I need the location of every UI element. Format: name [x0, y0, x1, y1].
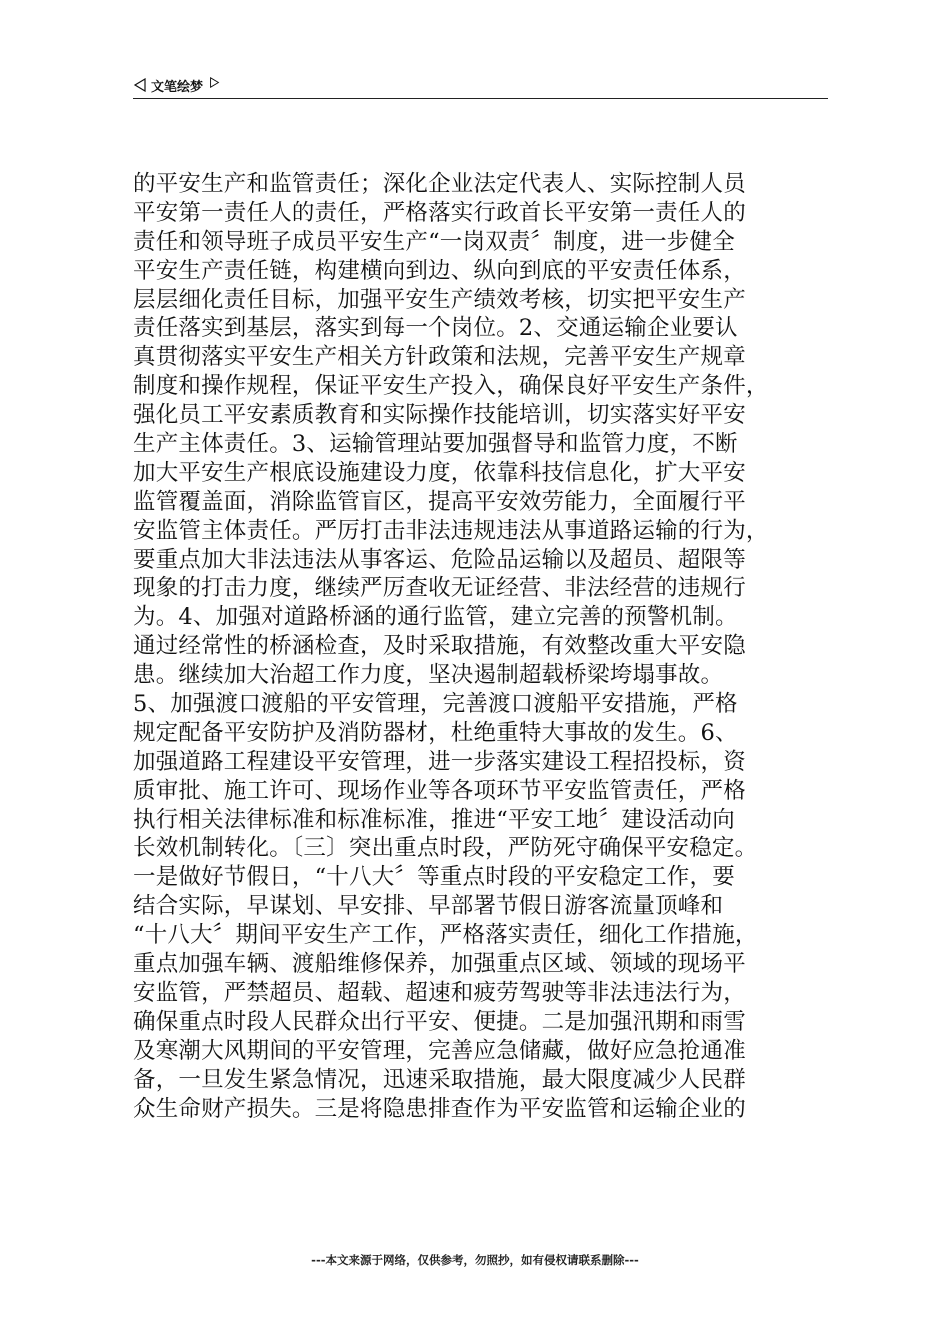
body-line: 强化员工平安素质教育和实际操作技能培训，切实落实好平安: [133, 402, 746, 429]
body-line: 重点加强车辆、渡船维修保养，加强重点区域、领域的现场平: [133, 951, 746, 978]
triangle-left-icon: [133, 78, 147, 92]
body-line: 加大平安生产根底设施建设力度，依靠科技信息化，扩大平安: [133, 459, 746, 486]
body-line: 层层细化责任目标，加强平安生产绩效考核，切实把平安生产: [133, 286, 746, 313]
body-line: 真贯彻落实平安生产相关方针政策和法规，完善平安生产规章: [133, 344, 746, 371]
body-line: 责任落实到基层，落实到每一个岗位。2、交通运输企业要认: [133, 315, 738, 342]
body-text: [133, 170, 833, 1123]
body-line: 要重点加大非法违法从事客运、危险品运输以及超员、超限等: [133, 546, 746, 573]
body-line: 众生命财产损失。三是将隐患排查作为平安监管和运输企业的: [133, 1095, 746, 1122]
triangle-right-icon: [209, 77, 220, 88]
header-divider: [133, 98, 828, 99]
header-brand: 文笔绘梦: [151, 79, 204, 95]
body-line: 结合实际，早谋划、早安排、早部署节假日游客流量顶峰和: [133, 893, 724, 920]
body-line: 制度和操作规程，保证平安生产投入，确保良好平安生产条件，: [133, 373, 769, 400]
footer-disclaimer: ---本文来源于网络，仅供参考，勿照抄，如有侵权请联系删除---: [311, 1253, 639, 1267]
body-line: 平安第一责任人的责任，严格落实行政首长平安第一责任人的: [133, 199, 746, 226]
body-line: 为。4、加强对道路桥涵的通行监管，建立完善的预警机制。: [133, 604, 738, 631]
body-line: 安监管主体责任。严厉打击非法违规违法从事道路运输的行为，: [133, 517, 769, 544]
body-line: 的平安生产和监管责任；深化企业法定代表人、实际控制人员: [133, 171, 746, 197]
body-line: 现象的打击力度，继续严厉查收无证经营、非法经营的违规行: [133, 575, 746, 602]
body-line: 责任和领导班子成员平安生产“一岗双责〞制度，进一步健全: [133, 228, 735, 255]
body-line: 安监管，严禁超员、超载、超速和疲劳驾驶等非法违法行为，: [133, 979, 746, 1006]
page-header: [133, 72, 828, 98]
body-line: 规定配备平安防护及消防器材，杜绝重特大事故的发生。6、: [133, 719, 738, 746]
body-line: 生产主体责任。3、运输管理站要加强督导和监管力度，不断: [133, 431, 738, 458]
body-line: 质审批、施工许可、现场作业等各项环节平安监管责任，严格: [133, 777, 746, 804]
body-line: 长效机制转化。〔三〕突出重点时段，严防死守确保平安稳定。: [133, 835, 758, 862]
body-line: 监管覆盖面，消除监管盲区，提高平安效劳能力，全面履行平: [133, 488, 746, 515]
body-line: 患。继续加大治超工作力度，坚决遏制超载桥梁垮塌事故。: [133, 662, 724, 689]
body-line: “十八大〞期间平安生产工作，严格落实责任，细化工作措施，: [133, 922, 758, 949]
body-line: 5、加强渡口渡船的平安管理，完善渡口渡船平安措施，严格: [133, 691, 738, 718]
body-line: 执行相关法律标准和标准标准，推进“平安工地〞建设活动向: [133, 806, 735, 833]
body-line: 加强道路工程建设平安管理，进一步落实建设工程招投标，资: [133, 748, 746, 775]
body-line: 平安生产责任链，构建横向到边、纵向到底的平安责任体系，: [133, 257, 746, 284]
body-line: 及寒潮大风期间的平安管理，完善应急储藏，做好应急抢通准: [133, 1037, 746, 1064]
body-line: 确保重点时段人民群众出行平安、便捷。二是加强汛期和雨雪: [133, 1008, 746, 1035]
body-line: 备，一旦发生紧急情况，迅速采取措施，最大限度减少人民群: [133, 1066, 746, 1093]
body-line: 一是做好节假日，“十八大〞等重点时段的平安稳定工作，要: [133, 864, 735, 891]
body-line: 通过经常性的桥涵检查，及时采取措施，有效整改重大平安隐: [133, 633, 746, 660]
